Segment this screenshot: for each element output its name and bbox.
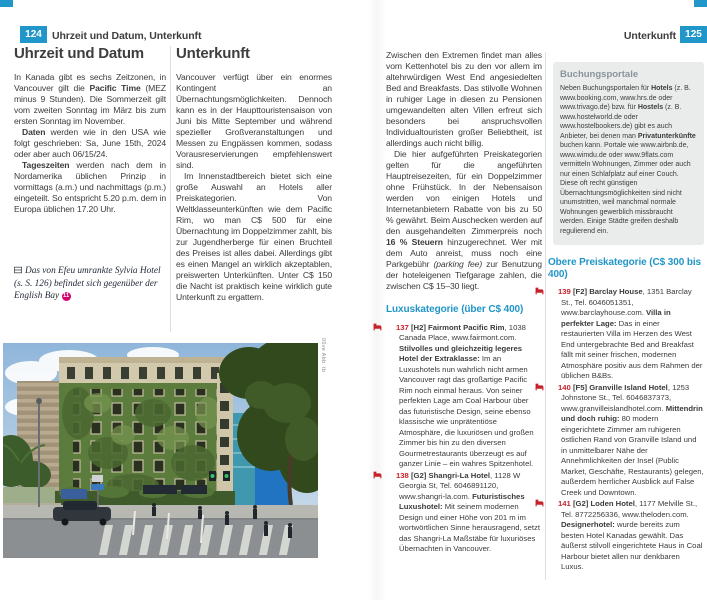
hotel-entry-138 xyxy=(386,471,542,555)
header-title-left: Uhrzeit und Datum, Unterkunft xyxy=(52,30,202,42)
map-marker-badge: 11 xyxy=(62,293,70,299)
sylvia-hotel-photo xyxy=(3,343,318,558)
hotel-entry-text: 141 [G2] Loden Hotel, 1177 Melville St., Tel. 8772256336, www.theloden.com. Designerhotel: wurde bereits zum besten Hotel Kanadas gewählt. Das äußerst stilvoll eingerichtete Haus in Coal Harbour bietet allen nur denkbaren Luxus. xyxy=(558,499,703,571)
paragraph-accommodation-1: Vancouver verfügt über ein enormes Kontingent an Übernachtungsmöglichkeiten. Dennoch kann es in der Haupttouristensaison von Juni bis Mitte September und während spezieller Großveranstaltungen und Messen zu Engpässen kommen, sodass Vorausreservierungen empfehlenswert sind. xyxy=(176,72,332,170)
hotel-entry-text: 137 [H2] Fairmont Pacific Rim, 1038 Canada Place, www.fairmont.com. Stilvolles und gleichzeitig legeres Hotel der Extraklasse: Im an Luxushotels nun wahrlich nicht armen Vancouver ragt das großartige Pacific Rim noch einmal heraus. Von seiner perfekten Lage am Coal Harbour über das futuristische Design, seine ebenso klassische wie unprätentiöse Atmosphäre, die luxuriösen und großen Zimmer bis hin zu den diversen Gourmetrestaurants überzeugt es auf ganzer Linie – ein wahres Spitzenhotel. xyxy=(396,322,534,468)
photo-indicator-icon xyxy=(14,265,22,278)
paragraph-accommodation-2: Im Innenstadtbereich bietet sich eine große Auswahl an Hotels aller Preiskategorien. Von Weltklasseunterkünften wie dem Pacific Rim, wo man C$ 500 für eine Übernachtung im Doppelzimmer zahlt, bis zur Jugendherberge für einen Bruchteil des Preises ist alles dabei. Allerdings gibt es einen Mangel an wirklich akzeptablen, preiswerten Unterkünften. Unter C$ 150 die Nacht ist praktisch keine wirklich gute Unterkunft zu ergattern. xyxy=(176,171,332,302)
photo-caption xyxy=(14,265,166,303)
hotel-entry-text: 140 [F5] Granville Island Hotel, 1253 Johnstone St., Tel. 6046837373, www.granvilleislandhotel.com. Mittendrin und doch ruhig: 80 modern eingerichtete Zimmer am ruhigeren östlichen Rand von Granville Island und in unmittelbarer Nähe der Annehmlichkeiten der Insel (Public Market, Geschäfte, Restaurants) gelegen, außerdem herrlicher Ausblick auf False Creek und Downtown. xyxy=(558,382,704,497)
column-hotels-upper xyxy=(548,62,704,574)
bed-icon xyxy=(386,471,395,482)
caption-text: Das von Efeu umrankte Sylvia Hotel (s. S. 126) befindet sich gegenüber der English Bay xyxy=(14,266,161,301)
hotel-entry-141 xyxy=(548,499,704,573)
corner-mark-right xyxy=(694,0,707,7)
hotel-entry-text: 138 [G2] Shangri-La Hotel, 1128 W Georgia St, Tel. 6046891120, www.shangri-la.com. Futuristisches Luxushotel: Mit seinem modernen Design und einer Höhe von 201 m im wortwörtlichen Sinne herausragend, setzt das Shangri-La Maßstäbe für luxuriöses Übernachten in Vancouver. xyxy=(396,470,541,553)
bed-icon xyxy=(386,323,395,334)
bed-icon xyxy=(548,499,557,510)
column-time-date xyxy=(14,46,166,303)
category-heading-luxury: Luxuskategorie (über C$ 400) xyxy=(386,304,524,315)
hotel-entry-137 xyxy=(386,323,542,470)
page-number-left: 124 xyxy=(20,26,47,43)
header-title-right: Unterkunft xyxy=(623,30,676,42)
paragraph-intro-2: Die hier aufgeführten Preiskategorien gelten für die angeführten Hauptreisezeiten, für ein Doppelzimmer ohne Frühstück. In der Nebensaison werden von einigen Hotels und Internetanbietern Rabatte von bis zu 50 % gewährt. Beim Auschecken werden auf den ausgehandelten Zimmerpreis noch 16 % Steuern hinzugerechnet. Wer mit dem Auto anreist, muss noch eine Parkgebühr (parking fee) zur Benutzung der hoteleigenen Tiefgarage zahlen, die zwischen C$ 15–30 liegt. xyxy=(386,149,542,291)
corner-mark-left xyxy=(0,0,13,7)
booking-portals-box xyxy=(553,62,704,245)
paragraph-daytimes: Tageszeiten werden nach dem in Nordamerika üblichen Prinzip in vormittags (a.m.) und nachmittags (p.m.) eingeteilt. So entspricht 5.20 p.m. dem in Europa üblichen 17.20 Uhr. xyxy=(14,160,166,214)
photo-illustration xyxy=(3,343,318,558)
paragraph-intro-1: Zwischen den Extremen findet man alles vom Kettenhotel bis zu den vor allem im altehrwürdigen West End angesiedelten Bed and Breakfasts. Das stilvolle Wohnen in ruhiger Lage in diesen zu Pensionen umgewandelten alten Villen erfreut sich besonders bei anspruchsvollen Individualtouristen großer Beliebtheit, ist allerdings auch nicht billig. xyxy=(386,50,542,148)
hotel-entry-text: 139 [F2] Barclay House, 1351 Barclay St., Tel. 6046051351, www.barclayhouse.com. Villa in perfekter Lage: Das in einer restaurierten Villa im Herzen des West End untergebrachte Bed and Breakfast fällt mit seiner frischen, modernen Atmosphäre positiv aus dem Rahmen der üblichen B&Bs. xyxy=(558,287,703,380)
section-heading-accommodation: Unterkunft xyxy=(176,45,250,62)
section-heading-time-date: Uhrzeit und Datum xyxy=(14,45,144,62)
column-rule-left-page xyxy=(170,46,171,332)
bed-icon xyxy=(548,383,557,394)
box-heading: Buchungsportale xyxy=(560,69,639,80)
column-accommodation xyxy=(176,46,332,303)
page-number-right: 125 xyxy=(680,26,707,43)
category-heading-upper: Obere Preiskategorie (C$ 300 bis 400) xyxy=(548,257,701,280)
hotel-entry-140 xyxy=(548,383,704,499)
column-rule-right-page xyxy=(545,52,546,580)
column-hotels-intro xyxy=(386,50,542,556)
photo-credit: 05ve Abb. tb xyxy=(320,338,326,373)
page-gutter-shadow xyxy=(368,0,386,600)
hotel-entry-139 xyxy=(548,287,704,382)
paragraph-timezones: In Kanada gibt es sechs Zeitzonen, in Vancouver gilt die Pacific Time (MEZ minus 9 Stunden). Die Sommerzeit gilt vom zweiten Sonntag im März bis zum ersten Sonntag im November. xyxy=(14,72,167,126)
box-body-text: Neben Buchungsportalen für Hotels (z. B. www.booking.com, www.hrs.de oder www.trivago.de) bzw. für Hostels (z. B. www.hostelworld.de oder www.hostelbookers.de) gibt es auch Anbieter, bei denen man Privatunterkünfte buchen kann. Portale wie www.airbnb.de, www.wimdu.de oder www.9flats.com vermitteln Wohnungen, Zimmer oder auch nur einen Schlafplatz auf einer Couch. Diese oft recht günstigen Übernachtungsmöglichkeiten sind nicht unumstritten, weil manchmal normale Wohnungen gewerblich missbraucht werden. Einige Städte greifen deshalb regulierend ein. xyxy=(560,85,696,235)
bed-icon xyxy=(548,287,557,298)
paragraph-dates: Daten werden wie in den USA wie folgt geschrieben: Sa, June 15th, 2024 oder aber auch 06/15/24. xyxy=(14,127,166,159)
